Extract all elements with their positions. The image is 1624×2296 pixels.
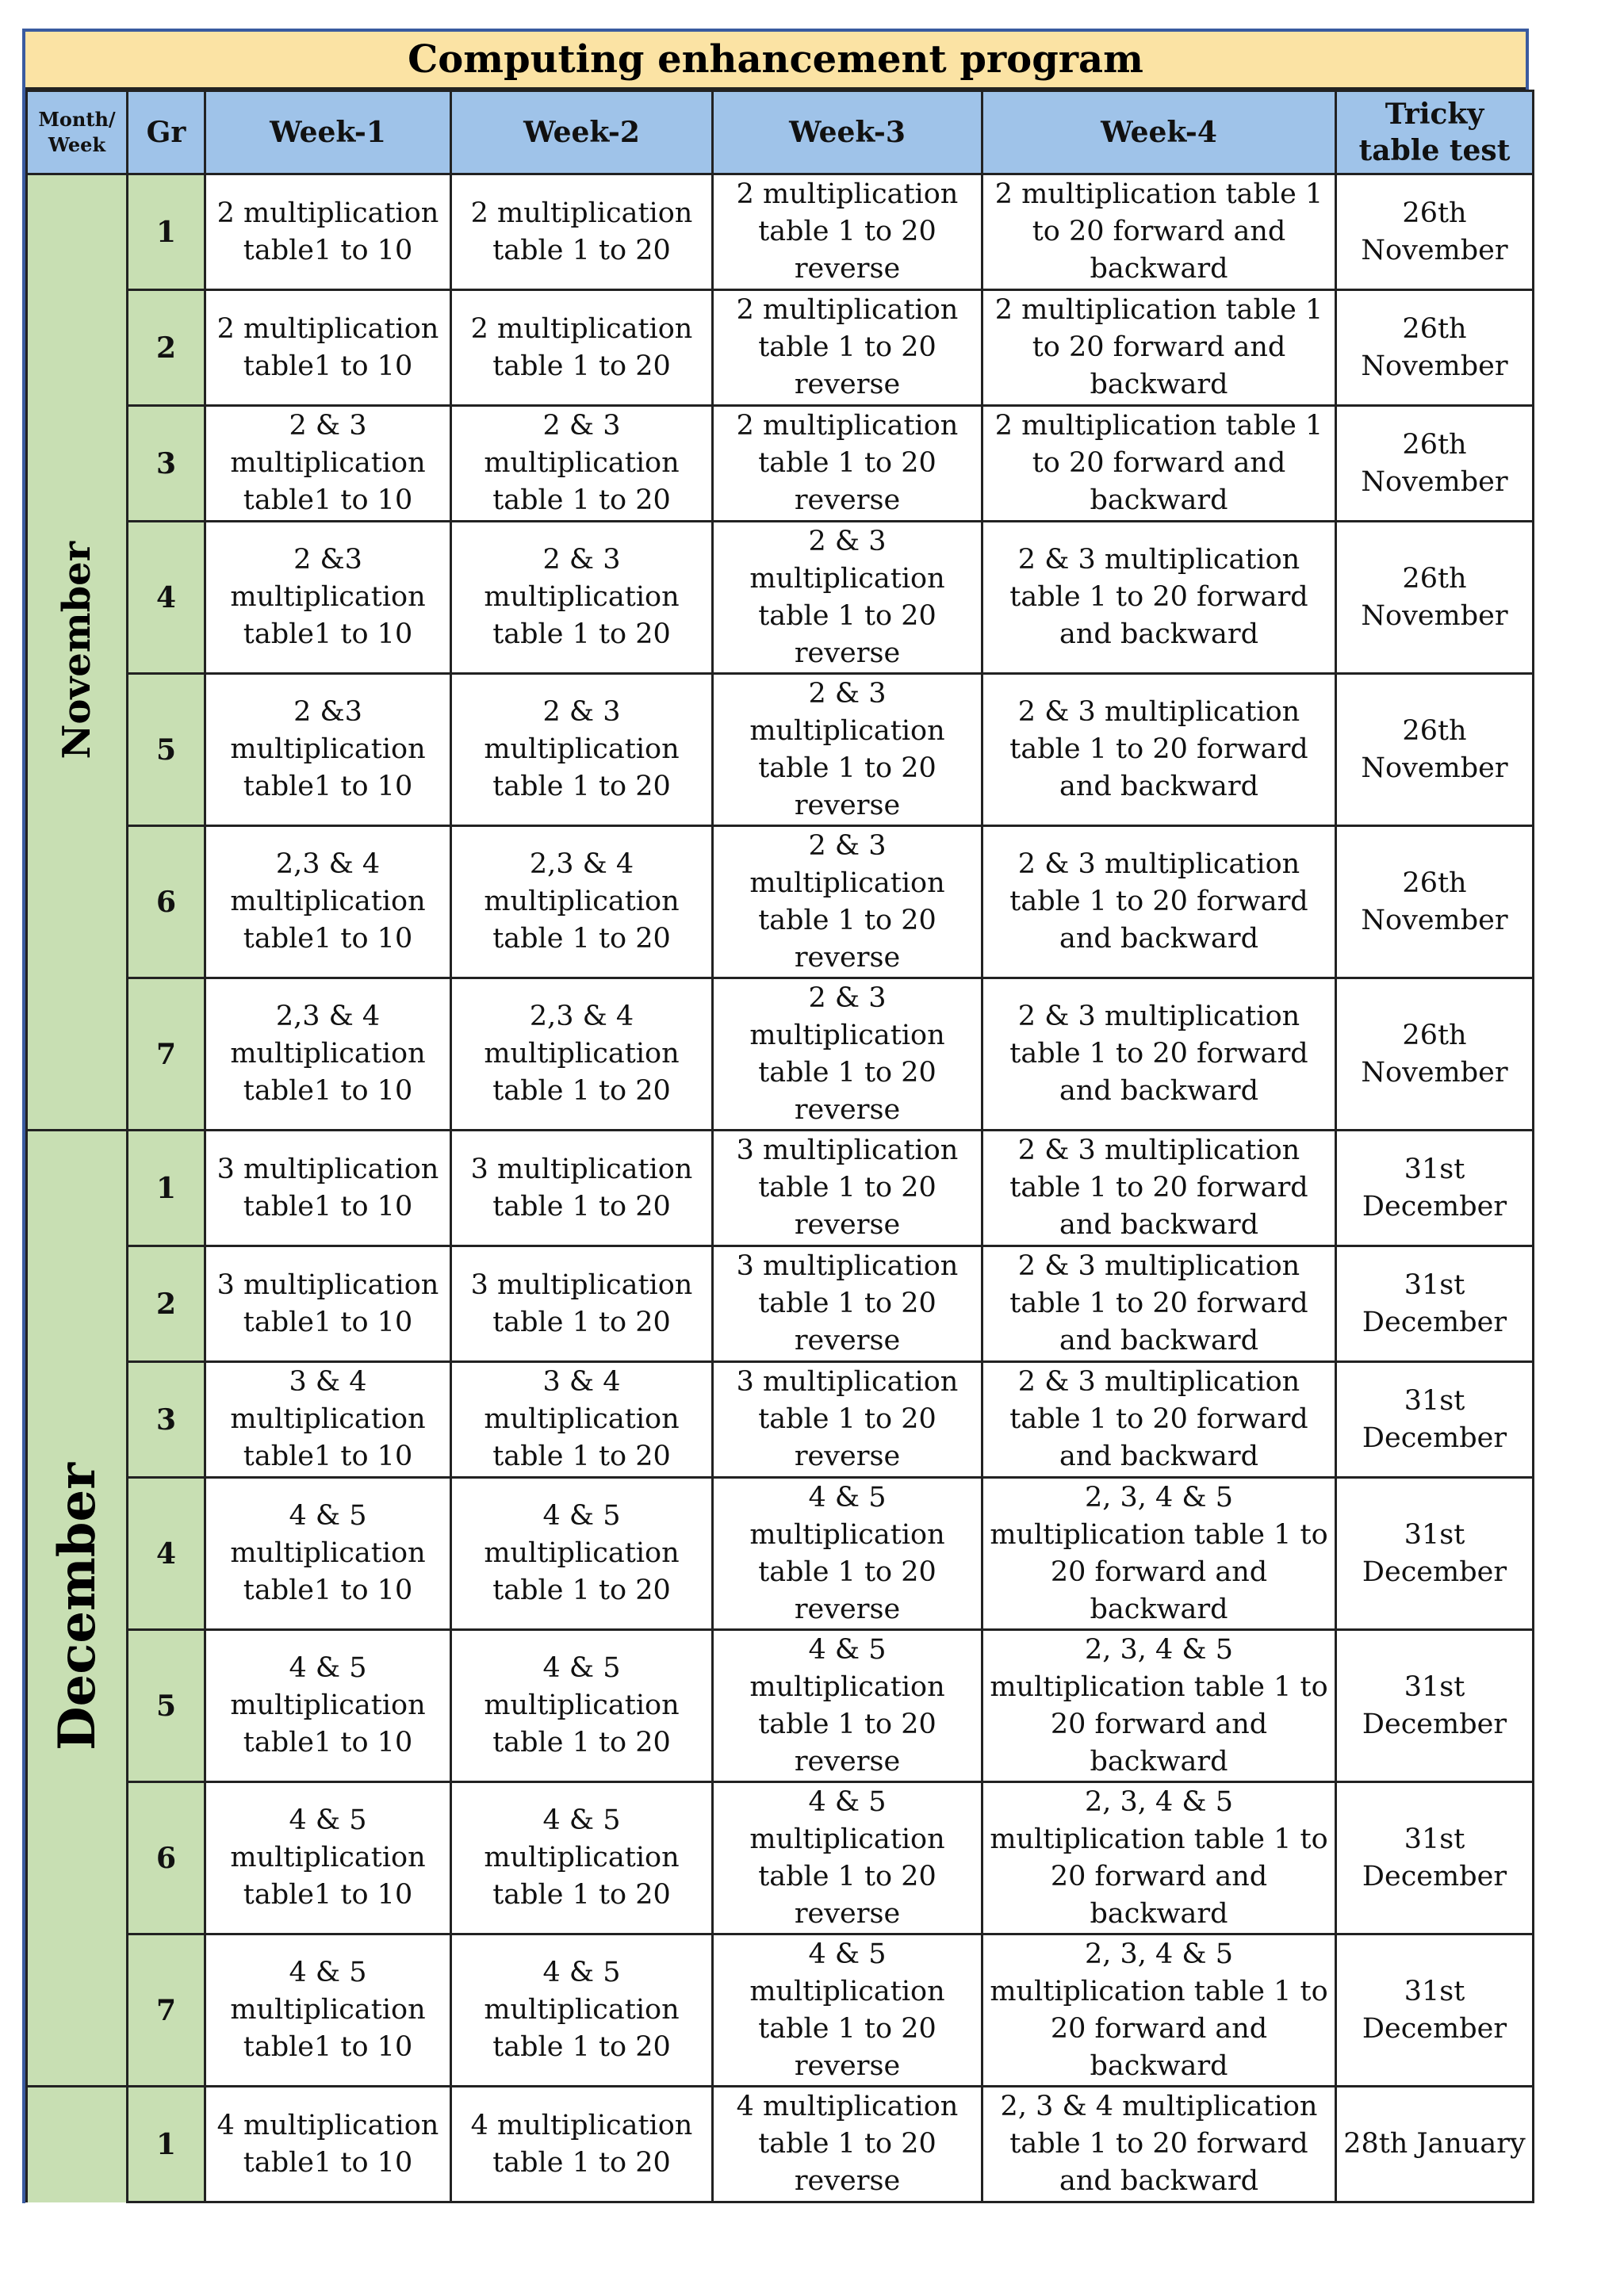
table-row xyxy=(27,826,1534,978)
grade-cell: 2 xyxy=(128,1246,205,1362)
test-date-cell: 31st December xyxy=(1336,1478,1534,1630)
week1-cell: 2 multiplication table1 to 10 xyxy=(205,174,451,290)
test-date-cell: 26th November xyxy=(1336,406,1534,522)
week4-cell: 2 & 3 multiplication table 1 to 20 forward and backward xyxy=(982,674,1336,826)
grade-cell: 1 xyxy=(128,1131,205,1246)
grade-cell: 6 xyxy=(128,826,205,978)
test-date-cell: 26th November xyxy=(1336,174,1534,290)
header-week3: Week-3 xyxy=(713,91,982,174)
grade-cell: 1 xyxy=(128,2087,205,2202)
test-date-cell: 31st December xyxy=(1336,1934,1534,2087)
page-title: Computing enhancement program xyxy=(25,32,1526,90)
table-row xyxy=(27,2087,1534,2202)
week3-cell: 4 & 5 multiplication table 1 to 20 reverse xyxy=(713,1630,982,1782)
week2-cell: 2 & 3 multiplication table 1 to 20 xyxy=(451,406,713,522)
week3-cell: 2 multiplication table 1 to 20 reverse xyxy=(713,174,982,290)
week2-cell: 4 multiplication table 1 to 20 xyxy=(451,2087,713,2202)
week3-cell: 4 & 5 multiplication table 1 to 20 reverse xyxy=(713,1478,982,1630)
week4-cell: 2, 3, 4 & 5 multiplication table 1 to 20 forward and backward xyxy=(982,1782,1336,1934)
test-date-cell: 26th November xyxy=(1336,978,1534,1131)
week3-cell: 2 multiplication table 1 to 20 reverse xyxy=(713,290,982,406)
week1-cell: 4 & 5 multiplication table1 to 10 xyxy=(205,1782,451,1934)
week4-cell: 2, 3, 4 & 5 multiplication table 1 to 20 forward and backward xyxy=(982,1630,1336,1782)
week2-cell: 2,3 & 4 multiplication table 1 to 20 xyxy=(451,826,713,978)
header-row xyxy=(27,91,1534,174)
week4-cell: 2 & 3 multiplication table 1 to 20 forward and backward xyxy=(982,978,1336,1131)
week2-cell: 4 & 5 multiplication table 1 to 20 xyxy=(451,1478,713,1630)
header-week2: Week-2 xyxy=(451,91,713,174)
week4-cell: 2 & 3 multiplication table 1 to 20 forward and backward xyxy=(982,1362,1336,1478)
week1-cell: 2,3 & 4 multiplication table1 to 10 xyxy=(205,826,451,978)
month-december xyxy=(27,1131,128,2087)
week1-cell: 3 multiplication table1 to 10 xyxy=(205,1131,451,1246)
test-date-cell: 31st December xyxy=(1336,1362,1534,1478)
week3-cell: 3 multiplication table 1 to 20 reverse xyxy=(713,1131,982,1246)
week1-cell: 3 & 4 multiplication table1 to 10 xyxy=(205,1362,451,1478)
grade-cell: 6 xyxy=(128,1782,205,1934)
grade-cell: 5 xyxy=(128,674,205,826)
header-week1: Week-1 xyxy=(205,91,451,174)
test-date-cell: 26th November xyxy=(1336,826,1534,978)
month-november xyxy=(27,174,128,1131)
table-row xyxy=(27,1630,1534,1782)
week3-cell: 2 multiplication table 1 to 20 reverse xyxy=(713,406,982,522)
table-row xyxy=(27,406,1534,522)
header-month-week: Month/ Week xyxy=(27,91,128,174)
week2-cell: 2 multiplication table 1 to 20 xyxy=(451,290,713,406)
week2-cell: 4 & 5 multiplication table 1 to 20 xyxy=(451,1934,713,2087)
week1-cell: 3 multiplication table1 to 10 xyxy=(205,1246,451,1362)
test-date-cell: 31st December xyxy=(1336,1782,1534,1934)
table-row xyxy=(27,978,1534,1131)
week2-cell: 2,3 & 4 multiplication table 1 to 20 xyxy=(451,978,713,1131)
grade-cell: 2 xyxy=(128,290,205,406)
week1-cell: 2 &3 multiplication table1 to 10 xyxy=(205,522,451,674)
month-january xyxy=(27,2087,128,2202)
table-row xyxy=(27,1362,1534,1478)
grade-cell: 7 xyxy=(128,1934,205,2087)
schedule-page xyxy=(22,29,1529,2203)
week3-cell: 2 & 3 multiplication table 1 to 20 reverse xyxy=(713,826,982,978)
test-date-cell: 28th January xyxy=(1336,2087,1534,2202)
week2-cell: 4 & 5 multiplication table 1 to 20 xyxy=(451,1630,713,1782)
month-label: November xyxy=(55,541,99,760)
header-week4: Week-4 xyxy=(982,91,1336,174)
week1-cell: 4 & 5 multiplication table1 to 10 xyxy=(205,1934,451,2087)
week3-cell: 3 multiplication table 1 to 20 reverse xyxy=(713,1246,982,1362)
test-date-cell: 26th November xyxy=(1336,674,1534,826)
table-row xyxy=(27,522,1534,674)
week1-cell: 4 & 5 multiplication table1 to 10 xyxy=(205,1630,451,1782)
table-row xyxy=(27,674,1534,826)
table-row xyxy=(27,1131,1534,1246)
week4-cell: 2 & 3 multiplication table 1 to 20 forward and backward xyxy=(982,522,1336,674)
grade-cell: 7 xyxy=(128,978,205,1131)
table-row xyxy=(27,290,1534,406)
week1-cell: 2 &3 multiplication table1 to 10 xyxy=(205,674,451,826)
header-gr: Gr xyxy=(128,91,205,174)
table-row xyxy=(27,1246,1534,1362)
week3-cell: 4 multiplication table 1 to 20 reverse xyxy=(713,2087,982,2202)
week1-cell: 4 & 5 multiplication table1 to 10 xyxy=(205,1478,451,1630)
week2-cell: 3 & 4 multiplication table 1 to 20 xyxy=(451,1362,713,1478)
week2-cell: 3 multiplication table 1 to 20 xyxy=(451,1246,713,1362)
test-date-cell: 26th November xyxy=(1336,522,1534,674)
schedule-table xyxy=(25,90,1534,2203)
week2-cell: 2 & 3 multiplication table 1 to 20 xyxy=(451,674,713,826)
header-tricky-table-test: Tricky table test xyxy=(1336,91,1534,174)
week3-cell: 2 & 3 multiplication table 1 to 20 reverse xyxy=(713,522,982,674)
grade-cell: 5 xyxy=(128,1630,205,1782)
week4-cell: 2 & 3 multiplication table 1 to 20 forward and backward xyxy=(982,1131,1336,1246)
week2-cell: 2 & 3 multiplication table 1 to 20 xyxy=(451,522,713,674)
week4-cell: 2 & 3 multiplication table 1 to 20 forward and backward xyxy=(982,826,1336,978)
week1-cell: 2,3 & 4 multiplication table1 to 10 xyxy=(205,978,451,1131)
test-date-cell: 26th November xyxy=(1336,290,1534,406)
week3-cell: 2 & 3 multiplication table 1 to 20 reverse xyxy=(713,674,982,826)
table-row xyxy=(27,174,1534,290)
week2-cell: 3 multiplication table 1 to 20 xyxy=(451,1131,713,1246)
week1-cell: 4 multiplication table1 to 10 xyxy=(205,2087,451,2202)
week4-cell: 2, 3, 4 & 5 multiplication table 1 to 20 forward and backward xyxy=(982,1478,1336,1630)
test-date-cell: 31st December xyxy=(1336,1630,1534,1782)
test-date-cell: 31st December xyxy=(1336,1246,1534,1362)
week4-cell: 2 multiplication table 1 to 20 forward and backward xyxy=(982,174,1336,290)
week3-cell: 4 & 5 multiplication table 1 to 20 reverse xyxy=(713,1782,982,1934)
week1-cell: 2 & 3 multiplication table1 to 10 xyxy=(205,406,451,522)
week3-cell: 4 & 5 multiplication table 1 to 20 reverse xyxy=(713,1934,982,2087)
grade-cell: 4 xyxy=(128,1478,205,1630)
grade-cell: 4 xyxy=(128,522,205,674)
week4-cell: 2, 3 & 4 multiplication table 1 to 20 forward and backward xyxy=(982,2087,1336,2202)
week3-cell: 2 & 3 multiplication table 1 to 20 reverse xyxy=(713,978,982,1131)
week4-cell: 2 multiplication table 1 to 20 forward and backward xyxy=(982,406,1336,522)
schedule-frame xyxy=(22,29,1529,2203)
week2-cell: 2 multiplication table 1 to 20 xyxy=(451,174,713,290)
week4-cell: 2 & 3 multiplication table 1 to 20 forward and backward xyxy=(982,1246,1336,1362)
month-label: December xyxy=(47,1463,107,1751)
grade-cell: 1 xyxy=(128,174,205,290)
table-row xyxy=(27,1782,1534,1934)
week4-cell: 2, 3, 4 & 5 multiplication table 1 to 20 forward and backward xyxy=(982,1934,1336,2087)
week4-cell: 2 multiplication table 1 to 20 forward and backward xyxy=(982,290,1336,406)
table-row xyxy=(27,1934,1534,2087)
grade-cell: 3 xyxy=(128,1362,205,1478)
week2-cell: 4 & 5 multiplication table 1 to 20 xyxy=(451,1782,713,1934)
grade-cell: 3 xyxy=(128,406,205,522)
test-date-cell: 31st December xyxy=(1336,1131,1534,1246)
table-row xyxy=(27,1478,1534,1630)
week3-cell: 3 multiplication table 1 to 20 reverse xyxy=(713,1362,982,1478)
week1-cell: 2 multiplication table1 to 10 xyxy=(205,290,451,406)
